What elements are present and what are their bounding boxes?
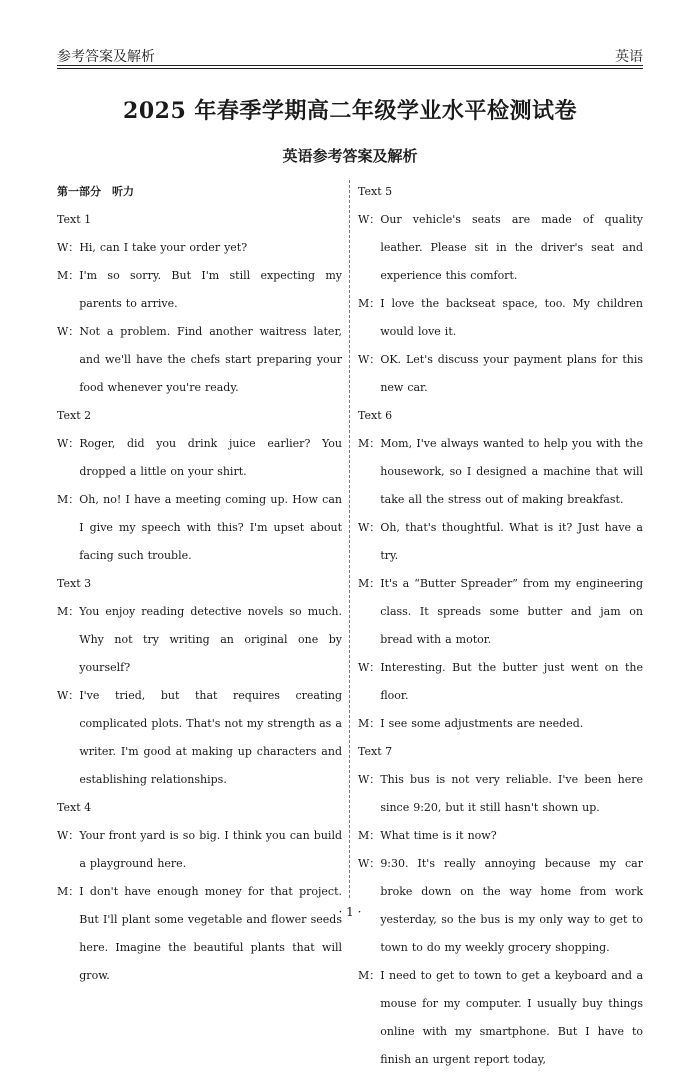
text-label: Text 7 bbox=[358, 745, 393, 758]
speaker-label: W： bbox=[358, 213, 381, 226]
dialogue-line bbox=[358, 514, 643, 570]
speaker-label: W： bbox=[57, 829, 80, 842]
dialogue-line bbox=[57, 234, 342, 262]
dialogue-line bbox=[358, 962, 643, 1074]
speaker-label: W： bbox=[358, 773, 381, 786]
dialogue-text: 9:30. It's really annoying because my car broke down on the way home from work yesterday, so the bus is my only way to get to town to do my weekly grocery shopping. bbox=[380, 857, 643, 954]
dialogue-text: I'm so sorry. But I'm still expecting my parents to arrive. bbox=[79, 269, 342, 310]
speaker-label: W： bbox=[57, 689, 80, 702]
speaker-label: M： bbox=[358, 717, 381, 730]
dialogue-text: I love the backseat space, too. My children would love it. bbox=[380, 297, 643, 338]
page-title: 2025 年春季学期高二年级学业水平检测试卷 bbox=[123, 98, 577, 124]
speaker-label: M： bbox=[358, 297, 381, 310]
dialogue-text: This bus is not very reliable. I've been here since 9:20, but it still hasn't shown up. bbox=[380, 773, 643, 814]
header-left-title: 参考答案及解析 bbox=[57, 49, 155, 65]
dialogue-text: Interesting. But the butter just went on the floor. bbox=[380, 661, 643, 702]
text-label: Text 3 bbox=[57, 577, 92, 590]
speaker-label: W： bbox=[358, 521, 381, 534]
dialogue-text: Hi, can I take your order yet? bbox=[79, 241, 248, 254]
dialogue-line bbox=[358, 766, 643, 822]
dialogue-line bbox=[57, 598, 342, 682]
right-column bbox=[358, 178, 643, 1074]
speaker-label: M： bbox=[57, 269, 80, 282]
dialogue-text: Your front yard is so big. I think you can build a playground here. bbox=[79, 829, 342, 870]
dialogue-text: What time is it now? bbox=[380, 829, 497, 842]
left-column-items bbox=[57, 206, 342, 990]
page-header bbox=[57, 40, 643, 66]
speaker-label: M： bbox=[358, 829, 381, 842]
dialogue-line bbox=[358, 346, 643, 402]
dialogue-text: Our vehicle's seats are made of quality leather. Please sit in the driver's seat and experience this comfort. bbox=[380, 213, 643, 282]
column-divider bbox=[349, 180, 350, 898]
right-column-items bbox=[358, 178, 643, 1074]
speaker-label: W： bbox=[57, 325, 80, 338]
left-column bbox=[57, 178, 342, 990]
text-label: Text 4 bbox=[57, 801, 92, 814]
page-number: · 1 · bbox=[338, 905, 362, 919]
dialogue-line bbox=[358, 654, 643, 710]
speaker-label: W： bbox=[358, 353, 381, 366]
dialogue-line bbox=[358, 430, 643, 514]
speaker-label: W： bbox=[358, 857, 381, 870]
speaker-label: M： bbox=[358, 437, 381, 450]
dialogue-line bbox=[57, 486, 342, 570]
speaker-label: W： bbox=[57, 437, 80, 450]
speaker-label: W： bbox=[57, 241, 80, 254]
speaker-label: M： bbox=[57, 493, 80, 506]
dialogue-text: Oh, that's thoughtful. What is it? Just have a try. bbox=[380, 521, 643, 562]
dialogue-line bbox=[57, 682, 342, 794]
dialogue-text: Not a problem. Find another waitress later, and we'll have the chefs start preparing your food whenever you're ready. bbox=[79, 325, 342, 394]
dialogue-text: I don't have enough money for that project. But I'll plant some vegetable and flower seeds here. Imagine the beautiful plants that will grow. bbox=[79, 885, 342, 982]
speaker-label: M： bbox=[358, 969, 381, 982]
dialogue-line bbox=[57, 822, 342, 878]
header-rule-thin bbox=[57, 68, 643, 69]
speaker-label: M： bbox=[57, 605, 80, 618]
dialogue-line bbox=[57, 318, 342, 402]
dialogue-text: I've tried, but that requires creating complicated plots. That's not my strength as a writer. I'm good at making up characters and establishing relationships. bbox=[79, 689, 342, 786]
text-label: Text 2 bbox=[57, 409, 92, 422]
text-label: Text 1 bbox=[57, 213, 92, 226]
section-title: 第一部分 听力 bbox=[57, 185, 134, 198]
dialogue-line bbox=[358, 710, 643, 738]
dialogue-line bbox=[358, 290, 643, 346]
speaker-label: M： bbox=[57, 885, 80, 898]
text-label: Text 6 bbox=[358, 409, 393, 422]
header-rule-thick bbox=[57, 65, 643, 66]
dialogue-line bbox=[358, 822, 643, 850]
dialogue-text: I see some adjustments are needed. bbox=[380, 717, 584, 730]
dialogue-text: It's a “Butter Spreader” from my engineering class. It spreads some butter and jam on bread with a motor. bbox=[380, 577, 643, 646]
text-label: Text 5 bbox=[358, 185, 393, 198]
dialogue-line bbox=[57, 430, 342, 486]
header-subject: 英语 bbox=[615, 49, 643, 65]
dialogue-text: OK. Let's discuss your payment plans for this new car. bbox=[380, 353, 643, 394]
dialogue-text: You enjoy reading detective novels so much. Why not try writing an original one by yourself? bbox=[79, 605, 342, 674]
dialogue-text: Roger, did you drink juice earlier? You dropped a little on your shirt. bbox=[79, 437, 342, 478]
dialogue-text: I need to get to town to get a keyboard and a mouse for my computer. I usually buy things online with my smartphone. But I have to finish an urgent report today, bbox=[380, 969, 643, 1066]
dialogue-text: Mom, I've always wanted to help you with the housework, so I designed a machine that will take all the stress out of making breakfast. bbox=[380, 437, 643, 506]
dialogue-line bbox=[358, 206, 643, 290]
speaker-label: M： bbox=[358, 577, 381, 590]
dialogue-line bbox=[358, 570, 643, 654]
dialogue-text: Oh, no! I have a meeting coming up. How can I give my speech with this? I'm upset about facing such trouble. bbox=[79, 493, 342, 562]
dialogue-line bbox=[57, 262, 342, 318]
page-subtitle: 英语参考答案及解析 bbox=[282, 147, 418, 165]
dialogue-line bbox=[57, 878, 342, 990]
speaker-label: W： bbox=[358, 661, 381, 674]
